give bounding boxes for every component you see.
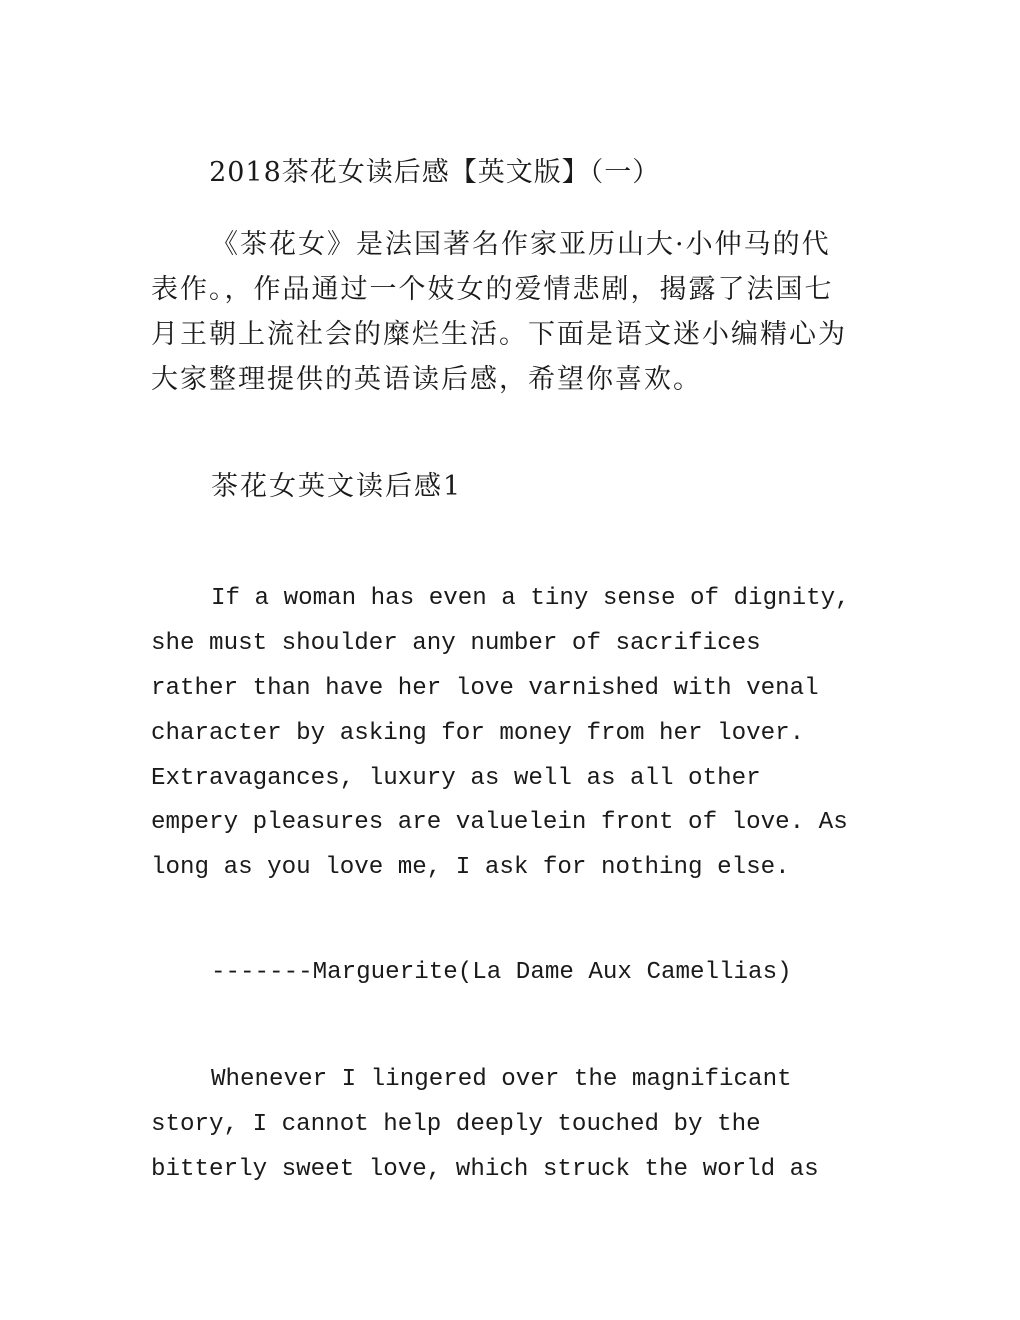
quote-line: long as you love me, I ask for nothing else. bbox=[151, 854, 790, 881]
quote-line: Extravagances, luxury as well as all other bbox=[151, 765, 761, 792]
quote-line: If a woman has even a tiny sense of dignity, bbox=[211, 585, 850, 612]
quote-attribution: -------Marguerite(La Dame Aux Camellias) bbox=[211, 959, 792, 986]
quote-line: rather than have her love varnished with venal bbox=[151, 675, 819, 702]
body-line: story, I cannot help deeply touched by the bbox=[151, 1111, 761, 1138]
body-line: Whenever I lingered over the magnificant bbox=[211, 1066, 792, 1093]
quote-line: empery pleasures are valuelein front of love. As bbox=[151, 809, 848, 836]
quote-line: she must shoulder any number of sacrifices bbox=[151, 630, 761, 657]
intro-line: 《茶花女》是法国著名作家亚历山大·小仲马的代 bbox=[211, 229, 831, 260]
body-line: bitterly sweet love, which struck the world as bbox=[151, 1156, 819, 1183]
title-text: 2018茶花女读后感【英文版】（一） bbox=[209, 157, 661, 188]
intro-line: 表作。，作品通过一个妓女的爱情悲剧，揭露了法国七 bbox=[151, 274, 834, 305]
intro-line: 月王朝上流社会的糜烂生活。下面是语文迷小编精心为 bbox=[151, 319, 847, 350]
section-heading: 茶花女英文读后感1 bbox=[211, 471, 463, 502]
quote-line: character by asking for money from her lover. bbox=[151, 720, 805, 747]
intro-line: 大家整理提供的英语读后感，希望你喜欢。 bbox=[151, 364, 702, 395]
document-title bbox=[151, 122, 660, 227]
